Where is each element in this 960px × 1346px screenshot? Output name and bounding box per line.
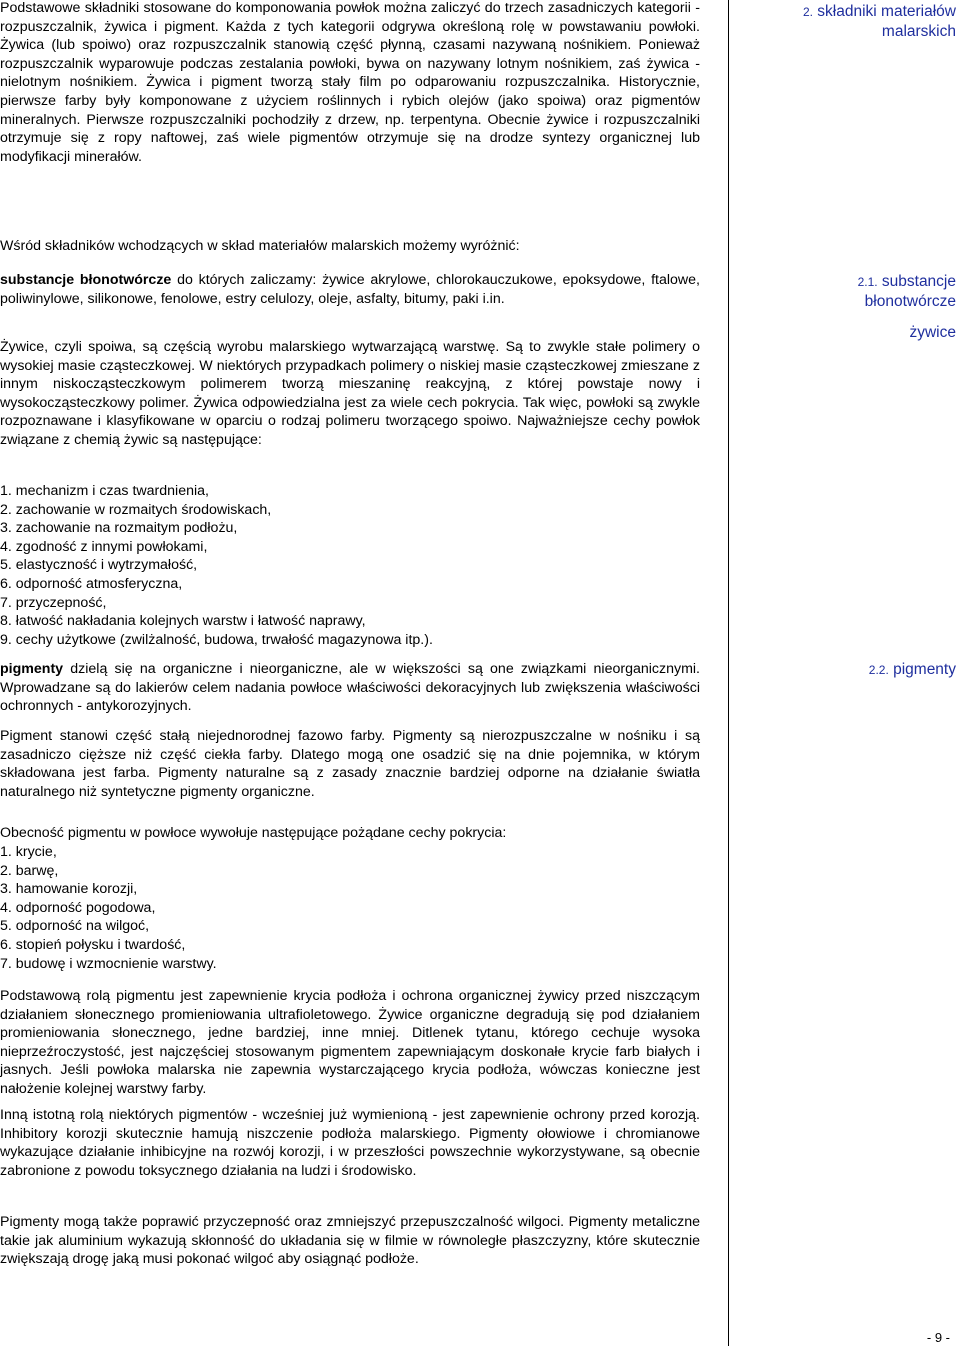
list-item: 8. łatwość nakładania kolejnych warstw i łatwość naprawy, (0, 613, 366, 630)
film-formers-paragraph (0, 271, 700, 308)
list-item: 1. mechanizm i czas twardnienia, (0, 483, 209, 499)
list-item: 6. odporność atmosferyczna, (0, 575, 183, 592)
margin-heading-2 (746, 2, 956, 42)
pigment-features-lead: Obecność pigmentu w powłoce wywołuje następujące pożądane cechy pokrycia: (0, 825, 507, 841)
list-item: 1. krycie, (0, 844, 57, 860)
margin-subheading-resins: żywice (909, 324, 956, 341)
list-item: 7. przyczepność, (0, 594, 107, 611)
resins-paragraph: Żywice, czyli spoiwa, są częścią wyrobu malarskiego wytwarzającą warstwę. Są to zwykle stałe polimery o wysokiej masie cząsteczkowej. W niektórych przypadkach polimery o niskiej masie cząsteczkowej zmieszane z innym niskocząsteczkowym polimerem tworzą mieszaninę reakcyjną, z której powstaje nowy i wysokocząsteczkowy polimer. Żywica odpowiedzialna jest za wiele cech pokrycia. Tak więc, powłoki są zwykle rozpoznawane i klasyfikowane w oparciu o rodzaj polimeru tworzącego spoiwo. Najważniejsze cechy powłok związane z chemią żywic są następujące: (0, 339, 700, 448)
pigments-term: pigmenty (0, 661, 64, 677)
list-item: 3. hamowanie korozji, (0, 881, 138, 898)
list-item: 5. odporność na wilgoć, (0, 918, 150, 935)
margin-heading-2-1 (796, 272, 956, 312)
list-item: 6. stopień połysku i twardość, (0, 936, 186, 953)
pigments-text: dzielą się na organiczne i nieorganiczne, ale w większości są one związkami nieorganicznymi. Wprowadzane są do lakierów celem nadania powłoce właściwości dekoracyjnych lub zwiększenia właściwości ochronnych - antykorozyjnych. (0, 661, 700, 715)
margin-heading-2-2 (869, 660, 956, 680)
components-lead: Wśród składników wchodzących w skład materiałów malarskich możemy wyróżnić: (0, 238, 520, 254)
section-number: 2.2. (868, 663, 889, 677)
film-formers-term: substancje błonotwórcze (0, 272, 172, 288)
intro-paragraph: Podstawowe składniki stosowane do komponowania powłok można zaliczyć do trzech zasadniczych kategorii - rozpuszczalnik, żywica i pigment. Każda z tych kategorii odgrywa określoną rolę w powstawaniu powłoki. Żywica (lub spoiwo) oraz rozpuszczalnik stanowią część płynną, czasami nazywaną nośnikiem. Ponieważ rozpuszczalnik wyparowuje podczas zestalania powłoki, bywa on nazywany lotnym nośnikiem, zaś żywica - nielotnym nośnikiem. Żywica i pigment tworzą stały film po odparowaniu rozpuszczalnika. Historycznie, pierwsze farby były komponowane z użyciem roślinnych i rybich olejów (jako spoiwa) oraz pigmentów mineralnych. Pierwsze rozpuszczalniki pochodziły z drzew, np. terpentyna. Obecnie żywice i rozpuszczalniki otrzymuje się z ropy naftowej, zaś wiele pigmentów otrzymuje się na drodze syntezy organicznej lub modyfikacji minerałów. (0, 0, 700, 165)
pigment-role-paragraph: Podstawową rolą pigmentu jest zapewnienie krycia podłoża i ochrona organicznej żywicy przed niszczącym działaniem słonecznego promieniowania ultrafioletowego. Żywice organiczne degradują się pod działaniem promieniowania słonecznego, jedne bardziej, inne mniej. Ditlenek tytanu, którego cechuje wysoka nieprzeźroczystość, jest najczęściej stosowanym pigmentem zapewniającym doskonałe krycie farb białych i jasnych. Jeśli powłoka malarska nie zapewnia wystarczającego krycia podłoża, wówczas konieczne jest nałożenie kolejnej warstwy farby. (0, 988, 700, 1097)
list-item: 2. barwę, (0, 862, 59, 879)
page-number: - 9 - (926, 1330, 950, 1345)
list-item: 3. zachowanie na rozmaitym podłożu, (0, 520, 238, 537)
pigment-features-list (0, 843, 700, 973)
corrosion-paragraph: Inną istotną rolą niektórych pigmentów - wcześniej już wymienioną - jest zapewnienie ochrony przed korozją. Inhibitory korozji skutecznie hamują niszczenie podłoża malarskiego. Pigmenty ołowiowe i chromianowe wykazujące działanie inhibicyjne na rozwój korozji, i w przeszłości powszechnie wykorzystywane, są obecnie zabronione z powodu toksycznego działania na ludzi i środowisko. (0, 1107, 700, 1179)
section-title: substancje błonotwórcze (864, 273, 956, 310)
adhesion-paragraph: Pigmenty mogą także poprawić przyczepność oraz zmniejszyć przepuszczalność wilgoci. Pigmenty metaliczne takie jak aluminium wykazują skłonność do układania się w filmie w równoległe płaszczyzny, które skutecznie zwiększają drogę jaką musi pokonać wilgoć aby osiągnąć podłoże. (0, 1214, 700, 1268)
list-item: 4. odporność pogodowa, (0, 899, 156, 916)
list-item: 5. elastyczność i wytrzymałość, (0, 557, 198, 574)
list-item: 7. budowę i wzmocnienie warstwy. (0, 955, 217, 972)
margin-divider (728, 0, 729, 1346)
section-number: 2.1. (857, 275, 878, 289)
section-title: składniki materiałów malarskich (817, 3, 956, 40)
list-item: 9. cechy użytkowe (zwilżalność, budowa, trwałość magazynowa itp.). (0, 631, 433, 648)
resin-features-list (0, 482, 700, 649)
list-item: 2. zachowanie w rozmaitych środowiskach, (0, 501, 272, 518)
pigments-paragraph (0, 660, 700, 716)
film-formers-text: do których zaliczamy: żywice akrylowe, chlorokauczukowe, epoksydowe, ftalowe, poliwinylowe, silikonowe, fenolowe, estry celulozy, oleje, asfalty, bitumy, paki i.in. (0, 272, 700, 307)
pigment-phase-paragraph: Pigment stanowi część stałą niejednorodnej fazowo farby. Pigmenty są nierozpuszczalne w nośniku i są zasadniczo cięższe niż część ciekła farby. Dlatego mogą one osadzić się na dnie pojemnika, w którym składowana jest farba. Pigmenty naturalne są z zasady znacznie bardziej odporne na działanie światła naturalnego niż syntetyczne pigmenty organiczne. (0, 728, 700, 800)
section-title: pigmenty (893, 661, 956, 678)
section-number: 2. (802, 5, 813, 19)
list-item: 4. zgodność z innymi powłokami, (0, 538, 208, 555)
